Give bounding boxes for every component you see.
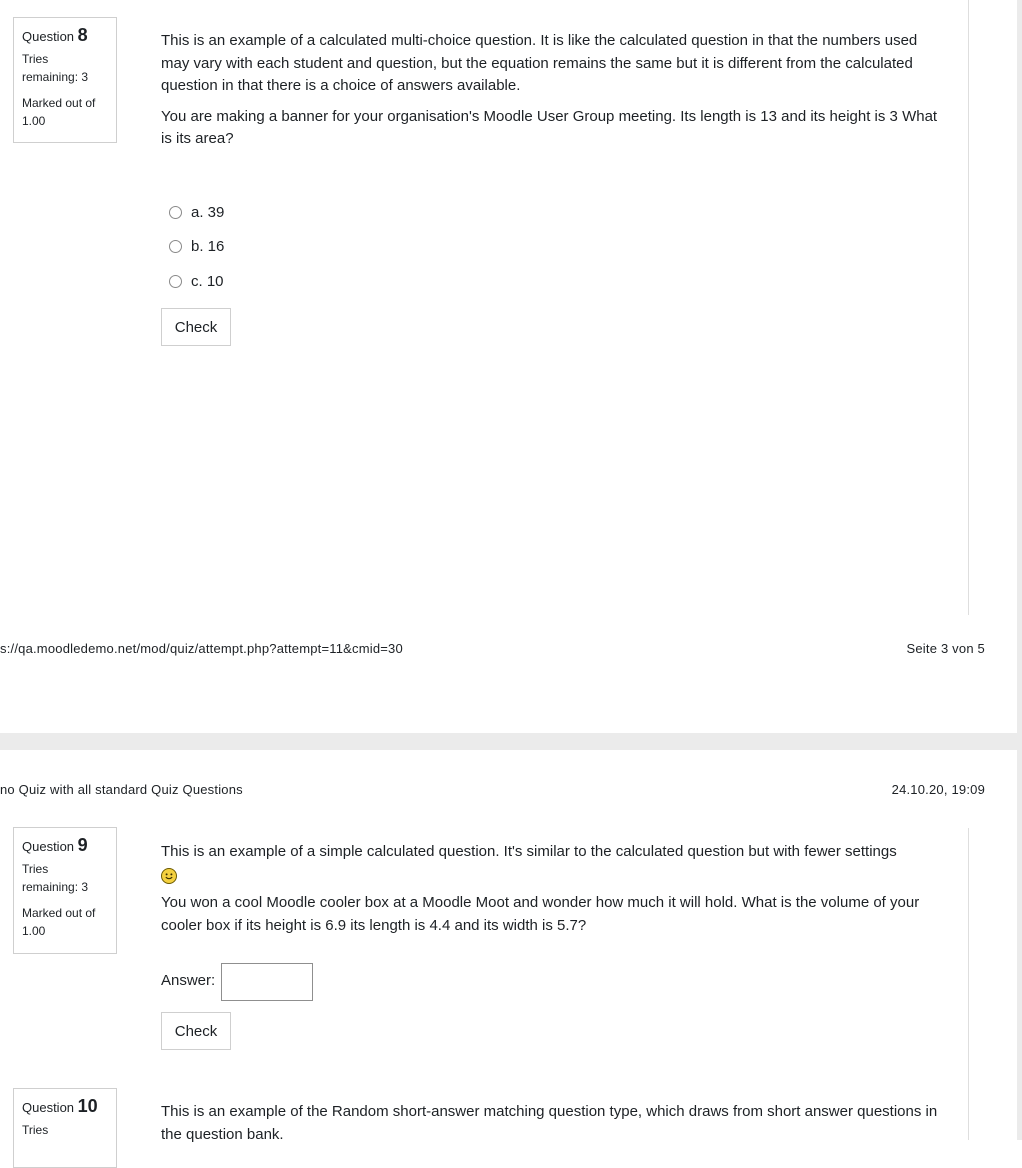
question-word: Question — [22, 1100, 75, 1115]
page-separator — [0, 733, 1022, 750]
page-url: s://qa.moodledemo.net/mod/quiz/attempt.php?attempt=11&cmid=30 — [0, 641, 403, 656]
answer-options — [169, 195, 224, 299]
answer-option-a[interactable] — [169, 195, 224, 230]
radio-button-icon[interactable] — [169, 240, 182, 253]
question-8-text — [161, 30, 941, 159]
question-number: 10 — [77, 1096, 98, 1116]
content-divider — [968, 828, 969, 1140]
pdf-page-4 — [0, 750, 1022, 1140]
smiley-icon — [161, 868, 177, 884]
question-9-text — [161, 841, 941, 945]
option-label: c. 10 — [191, 272, 224, 290]
mark-value: 1.00 — [22, 114, 46, 128]
question-word: Question — [22, 839, 75, 854]
tries-remaining: remaining: 3 — [22, 880, 89, 894]
question-prompt: You are making a banner for your organisation's Moodle User Group meeting. Its length is 13 and its height is 3 What is its area? — [161, 107, 938, 147]
question-intro: This is an example of the Random short-answer matching question type, which draws from short answer questions in the question bank. — [161, 1103, 938, 1143]
page-number: Seite 3 von 5 — [906, 641, 985, 656]
question-prompt: You won a cool Moodle cooler box at a Moodle Moot and wonder how much it will hold. What is the volume of your cooler box if its height is 6.9 its length is 4.4 and its width is 5.7? — [161, 894, 920, 934]
radio-button-icon[interactable] — [169, 275, 182, 288]
tries-label: Tries — [22, 1123, 49, 1137]
marked-out-of-label: Marked out of — [22, 906, 96, 920]
tries-label: Tries — [22, 862, 49, 876]
question-10-text — [161, 1101, 941, 1154]
answer-input[interactable] — [221, 963, 313, 1001]
question-number-label — [22, 836, 116, 856]
question-intro: This is an example of a simple calculated question. It's similar to the calculated question but with fewer settings — [161, 843, 897, 860]
check-button[interactable]: Check — [161, 308, 231, 346]
check-button[interactable]: Check — [161, 1012, 231, 1050]
question-number: 8 — [77, 25, 88, 45]
question-8-info — [13, 17, 117, 143]
radio-button-icon[interactable] — [169, 206, 182, 219]
answer-label: Answer: — [161, 972, 216, 989]
question-number-label — [22, 26, 116, 46]
print-date: 24.10.20, 19:09 — [891, 782, 985, 797]
mark-value: 1.00 — [22, 924, 46, 938]
answer-option-c[interactable] — [169, 264, 224, 299]
question-10-info — [13, 1088, 117, 1168]
option-label: a. 39 — [191, 203, 225, 221]
question-9-info — [13, 827, 117, 954]
question-number: 9 — [77, 835, 88, 855]
question-intro: This is an example of a calculated multi-choice question. It is like the calculated question in that the numbers used may vary with each student and question, but the equation remains the same but it is different from the calculated question in that there is a choice of answers available. — [161, 32, 918, 94]
quiz-title: no Quiz with all standard Quiz Questions — [0, 782, 243, 797]
content-divider — [968, 0, 969, 615]
question-number-label — [22, 1097, 116, 1117]
answer-option-b[interactable] — [169, 230, 224, 265]
tries-remaining: remaining: 3 — [22, 70, 89, 84]
option-label: b. 16 — [191, 238, 225, 256]
question-word: Question — [22, 29, 75, 44]
marked-out-of-label: Marked out of — [22, 96, 96, 110]
tries-label: Tries — [22, 52, 49, 66]
scrollbar-track[interactable] — [1017, 0, 1022, 1140]
